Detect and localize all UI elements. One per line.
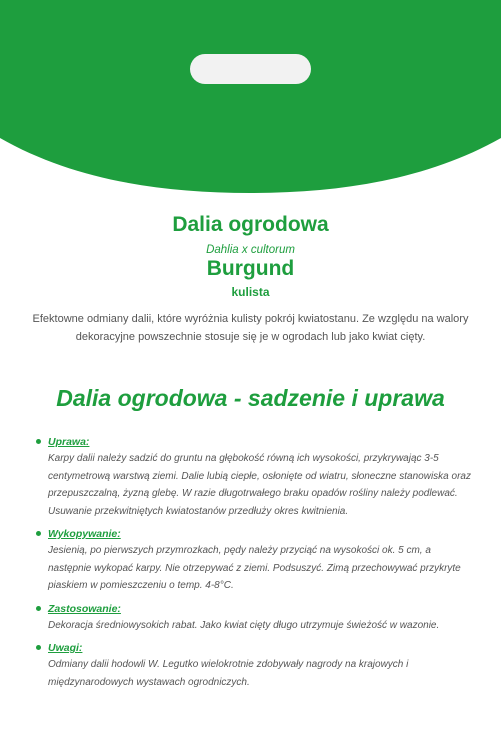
flower-form: kulista <box>231 285 270 299</box>
section-heading: Dalia ogrodowa - sadzenie i uprawa <box>56 385 445 411</box>
bullet-icon <box>36 531 41 536</box>
bullet-icon <box>36 645 41 650</box>
hang-hole <box>190 54 311 84</box>
product-description: Efektowne odmiany dalii, które wyróżnia kulisty pokrój kwiatostanu. Ze względu na walory dekoracyjne powszechnie stosuje się je w ogrodach lub jako kwiat cięty. <box>32 313 469 343</box>
care-item-title: Zastosowanie: <box>48 602 121 615</box>
product-title: Dalia ogrodowa <box>172 213 329 236</box>
care-instructions <box>36 434 476 697</box>
care-item-title: Uprawa: <box>48 436 90 448</box>
latin-name: Dahlia x cultorum <box>206 244 295 256</box>
green-header-band <box>0 0 501 200</box>
care-item-wykopywanie <box>36 526 476 595</box>
care-item-body: Jesienią, po pierwszych przymrozkach, pędy należy przyciąć na wysokości ok. 5 cm, a następnie wykopać karpy. Nie otrzepywać z ziemi. Podsuszyć. Zimą przechowywać przykryte piaskiem w pomieszczeniu o temp. 4-8°C. <box>48 545 461 591</box>
care-item-uprawa <box>36 434 476 520</box>
care-item-title: Wykopywanie: <box>48 528 121 540</box>
care-item-body: Odmiany dalii hodowli W. Legutko wielokrotnie zdobywały nagrody na krajowych i międzynarodowych wystawach ogrodniczych. <box>48 659 409 688</box>
care-item-body: Karpy dalii należy sadzić do gruntu na głębokość równą ich wysokości, przykrywając 3-5 centymetrową warstwą ziemi. Dalie lubią ciepłe, osłonięte od wiatru, słoneczne stanowiska oraz przepuszczalną, żyzną glebę. W razie długotrwałego braku opadów rośliny należy podlewać. Usuwanie przekwitniętych kwiatostanów przedłuży okres kwitnienia. <box>48 453 471 517</box>
care-item-uwagi <box>36 640 476 691</box>
variety-name: Burgund <box>206 257 295 280</box>
bullet-icon <box>36 439 41 444</box>
care-item-zastosowanie <box>36 601 476 635</box>
bullet-icon <box>36 606 41 611</box>
care-item-title: Uwagi: <box>48 642 83 654</box>
care-item-body: Dekoracja średniowysokich rabat. Jako kwiat cięty długo utrzymuje świeżość w wazonie. <box>48 619 440 631</box>
